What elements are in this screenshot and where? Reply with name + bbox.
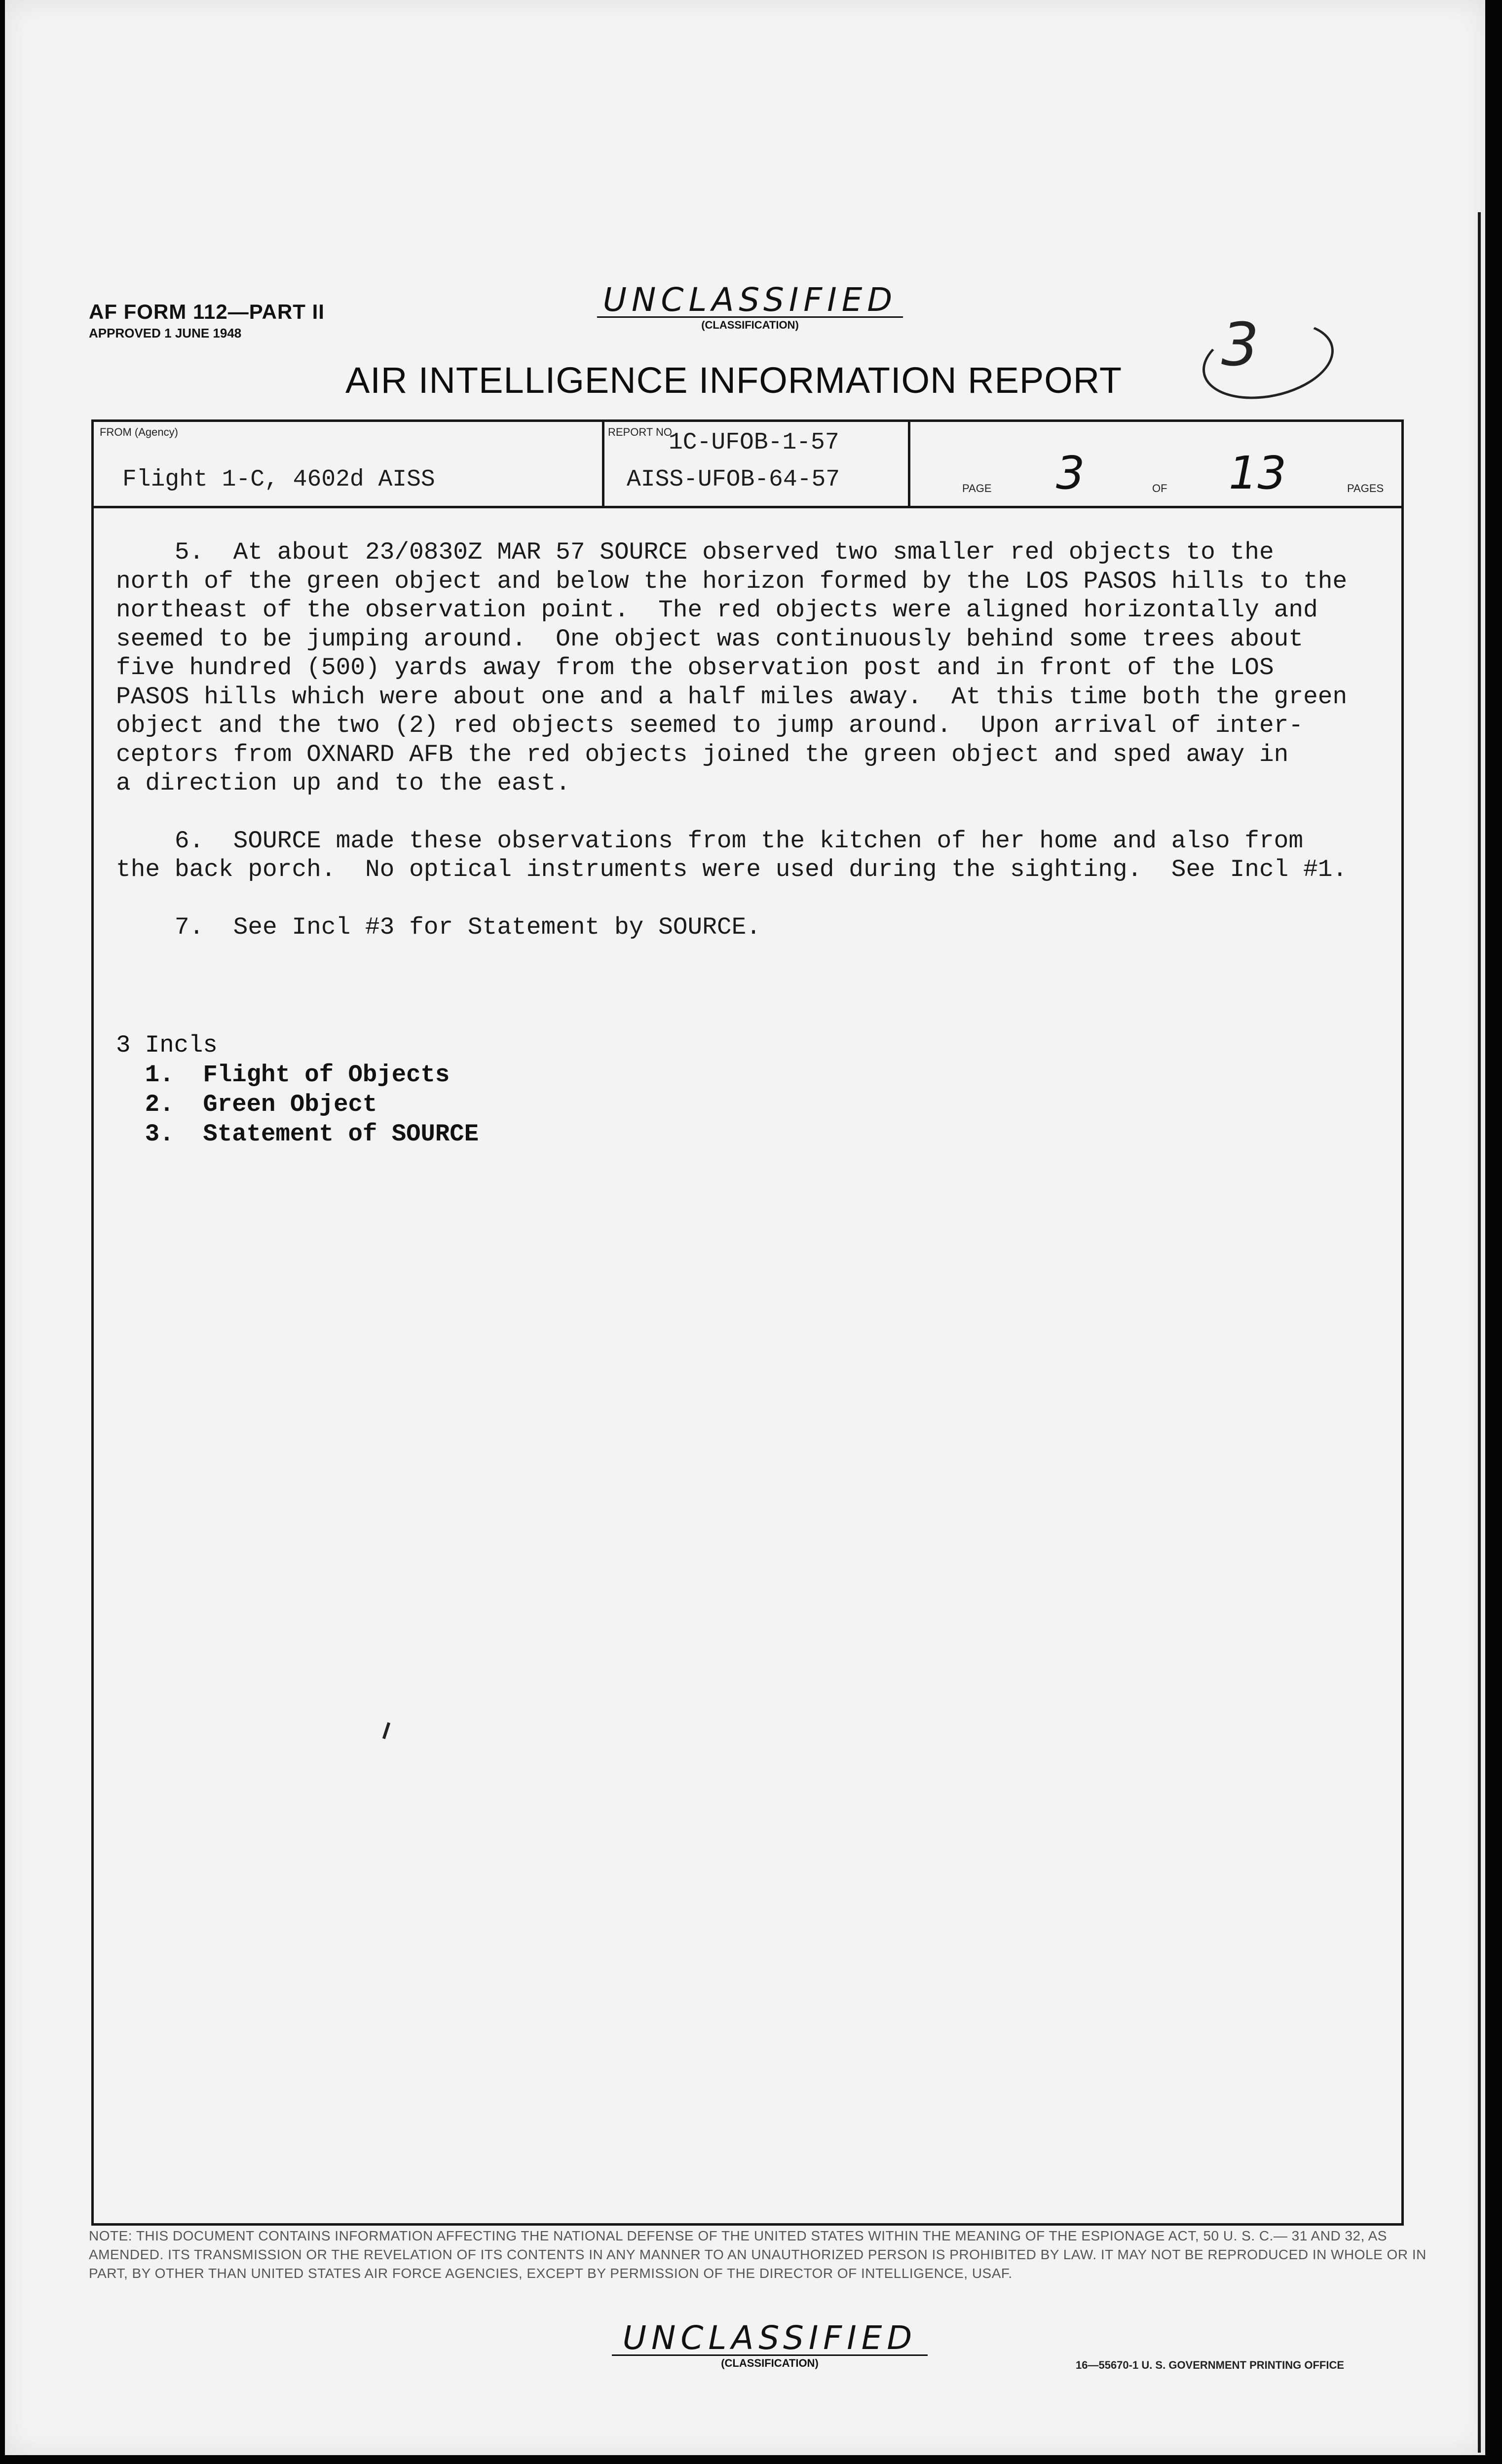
report-frame [91,419,1404,2226]
from-cell [94,422,604,506]
report-body [116,538,1379,1149]
classification-top [597,281,903,332]
from-value: Flight 1-C, 4602d AISS [122,466,435,493]
document-page [5,0,1485,2455]
page-edge-shadow [1478,212,1481,2453]
inclosure-item: 3. Statement of SOURCE [116,1120,479,1148]
pages-label: PAGES [1347,482,1384,494]
inclosure-item: 2. Green Object [116,1091,377,1118]
classification-top-caption: (CLASSIFICATION) [701,319,799,331]
of-label: OF [1152,482,1167,494]
paragraph-7: 7. See Incl #3 for Statement by SOURCE. [116,913,761,941]
paragraph-6 [116,827,1379,884]
form-number: AF FORM 112—PART II [89,300,325,323]
report-title: AIR INTELLIGENCE INFORMATION REPORT [345,360,1123,401]
classification-top-stamp: UNCLASSIFIED [597,284,903,318]
handwritten-page-mark [1221,311,1259,379]
p5-line-5: five hundred (500) yards away from the observation post and in front of the LOS [116,654,1274,682]
paragraph-5 [116,538,1379,798]
inclosure-item: 1. Flight of Objects [116,1061,450,1089]
classification-bottom-caption: (CLASSIFICATION) [721,2357,819,2369]
page-mark-number: 3 [1221,311,1259,379]
report-number-primary: 1C-UFOB-1-57 [669,429,839,456]
page-count-cell [908,422,1401,506]
classification-bottom-stamp: UNCLASSIFIED [612,2322,928,2356]
p5-line-4: seemed to be jumping around. One object was continuously behind some trees about [116,625,1304,653]
p5-line-8: ceptors from OXNARD AFB the red objects joined the green object and sped away in [116,740,1289,768]
inclosures-list [116,1030,1379,1149]
report-number-secondary: AISS-UFOB-64-57 [627,466,840,493]
page-number: 3 [1056,447,1085,499]
p6-line-2: the back porch. No optical instruments were used during the sighting. See Incl #1. [116,856,1348,883]
form-identifier [89,300,325,341]
page-mark-circle [1195,310,1341,411]
p5-line-9: a direction up and to the east. [116,769,570,797]
total-pages: 13 [1229,447,1287,499]
p5-line-3: northeast of the observation point. The red objects were aligned horizontally and [116,596,1318,624]
espionage-act-notice: NOTE: THIS DOCUMENT CONTAINS INFORMATION AFFECTING THE NATIONAL DEFENSE OF THE UNITED STATES WITHIN THE MEANING OF THE ESPIONAGE ACT, 50 U. S. C.— 31 AND 32, AS AMENDED. ITS TRANSMISSION OR THE REVELATION OF ITS CONTENTS IN ANY MANNER TO AN UNAUTHORIZED PERSON IS PROHIBITED BY LAW. IT MAY NOT BE REPRODUCED IN WHOLE OR IN PART, BY OTHER THAN UNITED STATES AIR FORCE AGENCIES, EXCEPT BY PERMISSION OF THE DIRECTOR OF INTELLIGENCE, USAF. [89,2228,1427,2281]
inclosures-heading: 3 Incls [116,1031,218,1059]
report-number-label: REPORT NO. [608,426,676,438]
p5-line-1: 5. At about 23/0830Z MAR 57 SOURCE observed two smaller red objects to the [116,538,1274,566]
p6-line-1: 6. SOURCE made these observations from the kitchen of her home and also from [116,827,1304,855]
form-approved-date: APPROVED 1 JUNE 1948 [89,326,242,341]
p5-line-7: object and the two (2) red objects seemed to jump around. Upon arrival of inter- [116,712,1304,739]
report-header-row [94,422,1401,508]
p5-line-2: north of the green object and below the horizon formed by the LOS PASOS hills to the [116,567,1348,595]
printing-office-code: 16—55670-1 U. S. GOVERNMENT PRINTING OFFICE [1076,2359,1345,2371]
classification-bottom [612,2319,928,2370]
p5-line-6: PASOS hills which were about one and a half miles away. At this time both the green [116,682,1348,711]
from-label: FROM (Agency) [100,426,178,438]
report-number-cell [602,422,910,506]
page-label: PAGE [962,482,992,494]
